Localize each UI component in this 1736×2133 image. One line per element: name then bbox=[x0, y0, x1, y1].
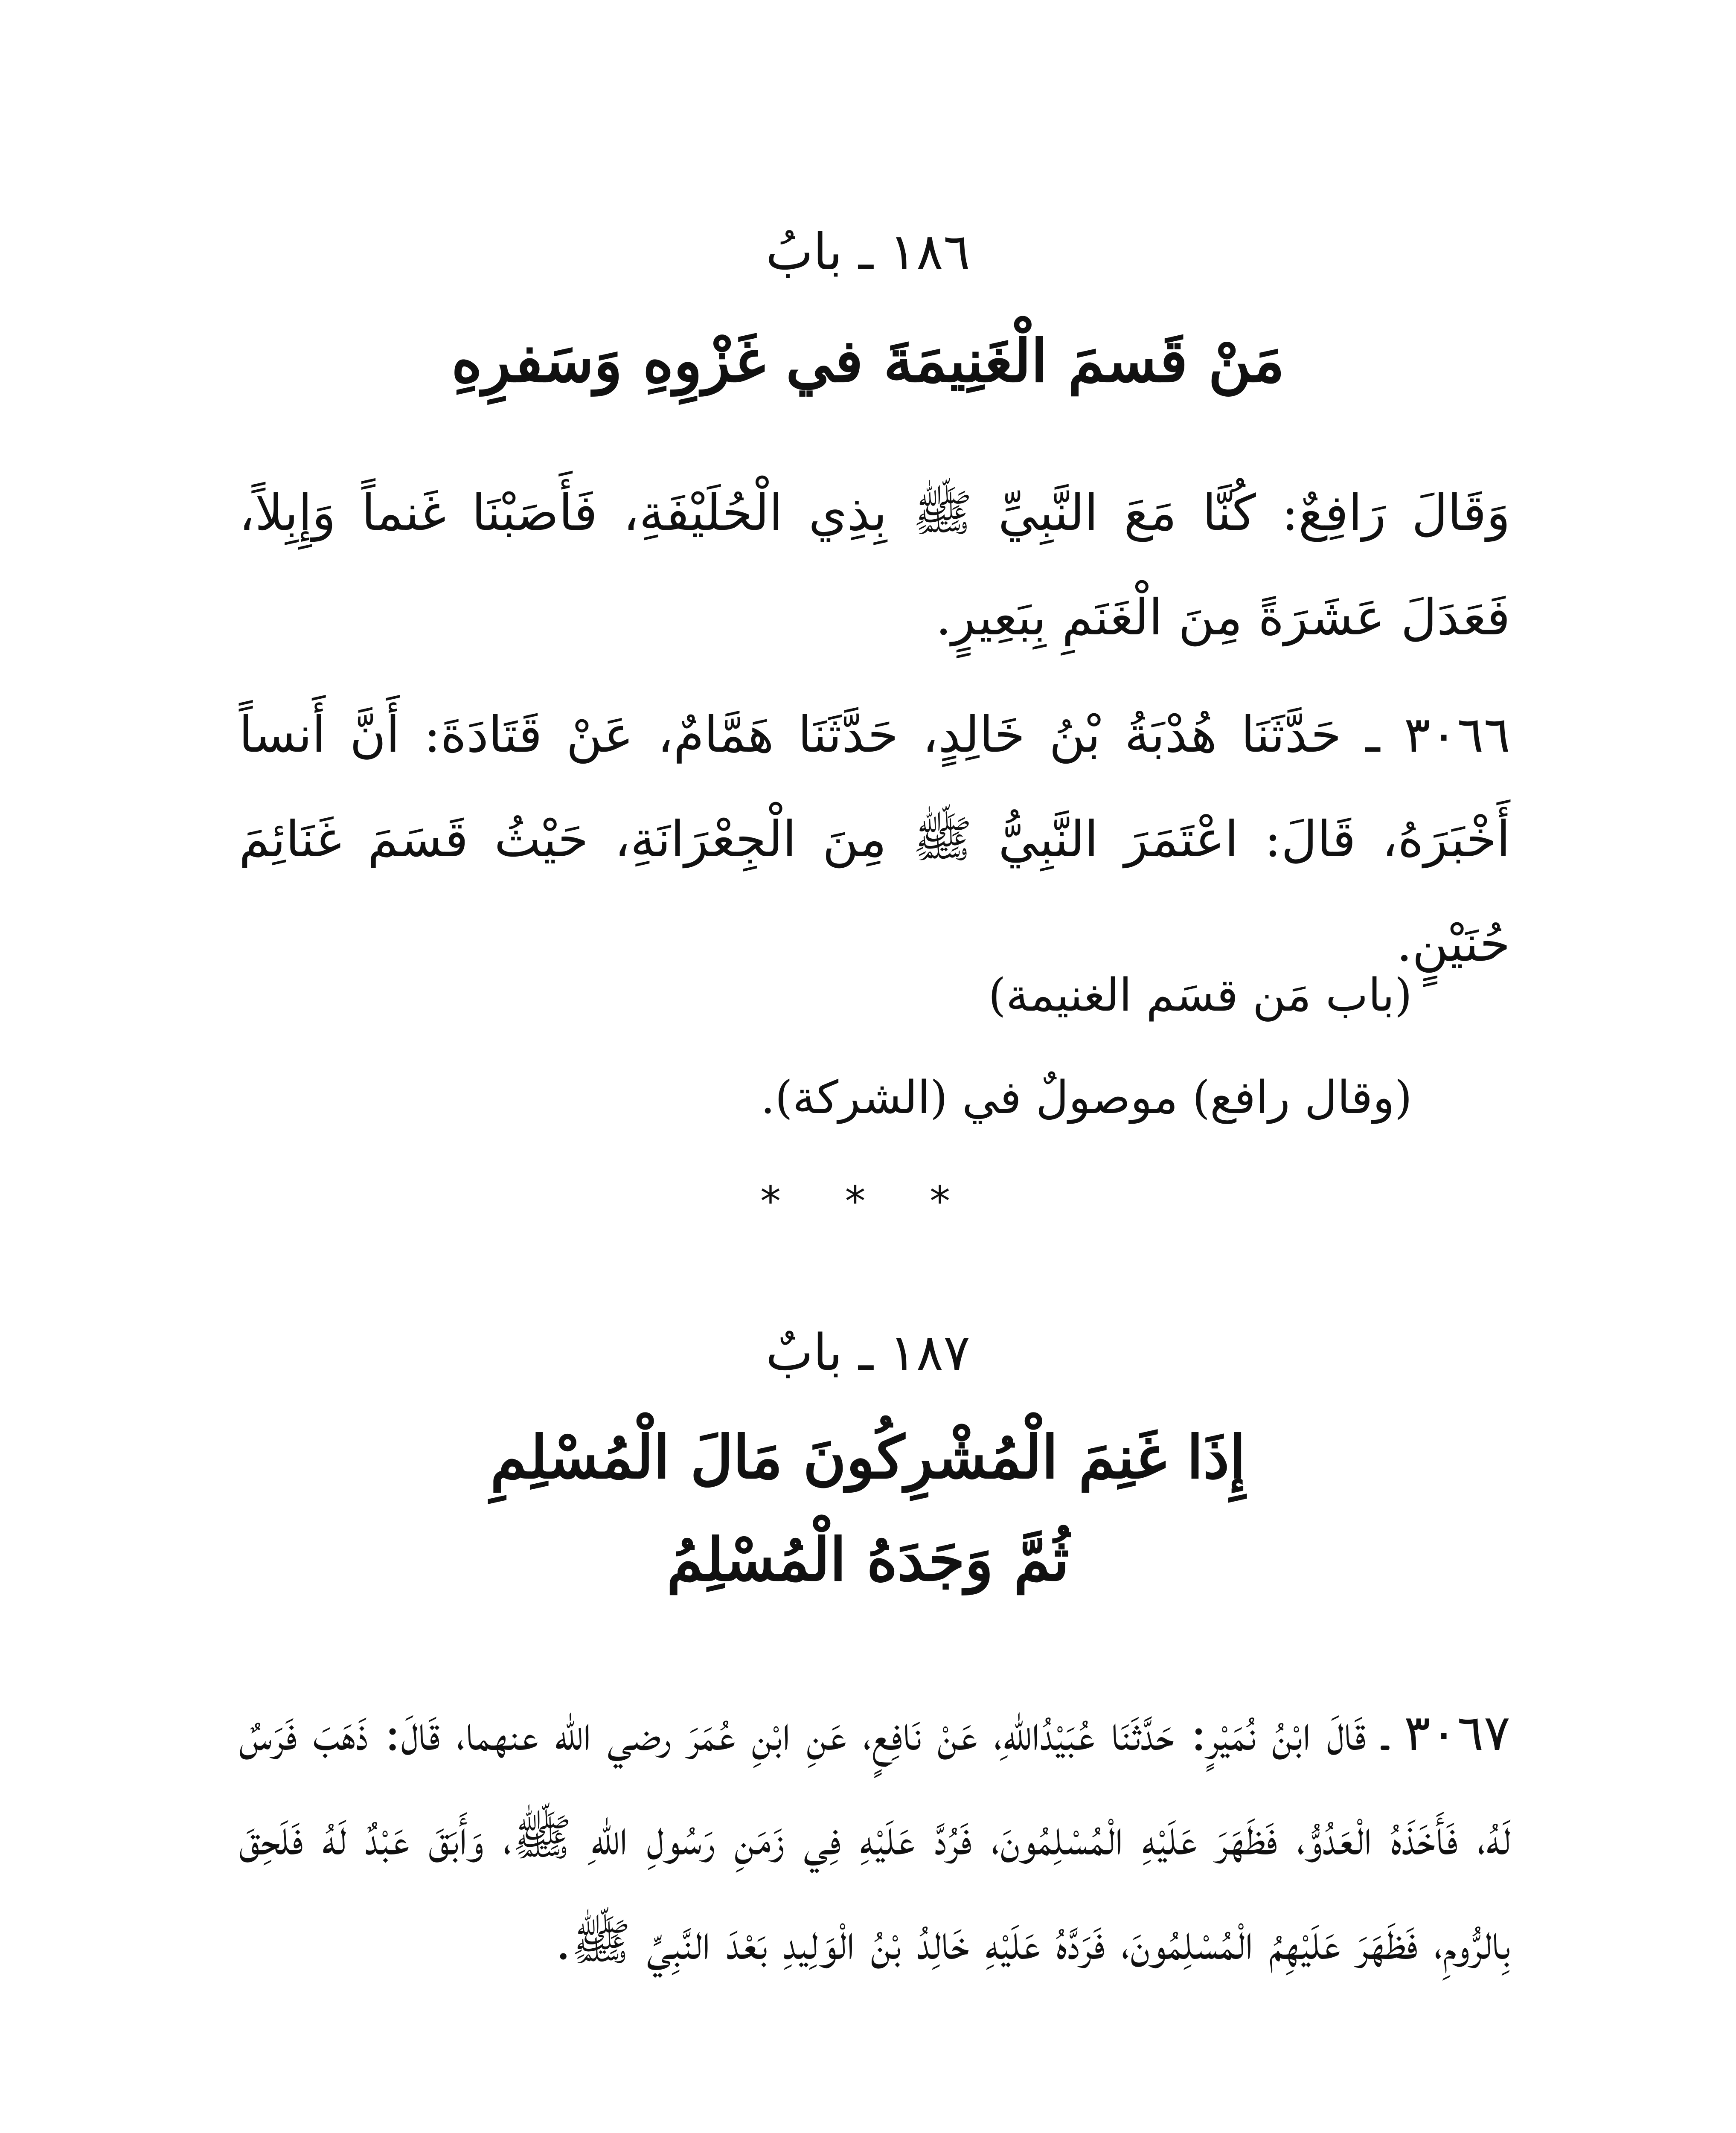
chapter-187-title-line-2: ثُمَّ وَجَدَهُ الْمُسْلِمُ bbox=[666, 1525, 1070, 1594]
hadith-3067: ٣٠٦٧ ـ قَالَ ابْنُ نُمَيْرٍ: حَدَّثَنَا عُبَيْدُاللهِ، عَنْ نَافِعٍ، عَنِ ابْنِ عُمَرَ رضي الله عنهما، قَالَ: ذَهَبَ فَرَسٌ لَهُ، فَأَخَذَهُ الْعَدُوُّ، فَظَهَرَ عَلَيْهِ الْمُسْلِمُونَ، فَرُدَّ عَلَيْهِ فِي زَمَنِ رَسُولِ اللهِ ﷺ، وَأَبَقَ عَبْدٌ لَهُ فَلَحِقَ بِالرُّومِ، فَظَهَرَ عَلَيْهِمُ الْمُسْلِمُونَ، فَرَدَّهُ عَلَيْهِ خَالِدُ بْنُ الْوَلِيدِ بَعْدَ النَّبِيِّ ﷺ. bbox=[239, 1704, 1510, 1971]
chapter-186-number: ١٨٦ ـ بابُ bbox=[765, 222, 971, 281]
chapter-187-number: ١٨٧ ـ بابٌ bbox=[765, 1323, 971, 1382]
chapter-186-title: مَنْ قَسمَ الْغَنِيمَةَ في غَزْوِهِ وَسَفرِهِ bbox=[451, 326, 1285, 395]
commentary-note-1: (باب مَن قسَم الغنيمة) bbox=[988, 969, 1412, 1021]
hadith-3068 bbox=[239, 2120, 1510, 2133]
hadith-3066: ٣٠٦٦ ـ حَدَّثَنَا هُدْبَةُ بْنُ خَالِدٍ، حَدَّثَنَا هَمَّامٌ، عَنْ قَتَادَةَ: أَنَّ أَنساً أَخْبَرَهُ، قَالَ: اعْتَمَرَ النَّبِيُّ ﷺ مِنَ الْجِعْرَانَةِ، حَيْثُ قَسَمَ غَنَائِمَ حُنَيْنٍ. bbox=[239, 706, 1510, 973]
section-separator: * * * bbox=[760, 1177, 976, 1225]
chapter-187-title-line-1: إِذَا غَنِمَ الْمُشْرِكُونَ مَالَ الْمُسْلِمِ bbox=[490, 1422, 1246, 1492]
commentary-note-2: (وقال رافع) موصولٌ في (الشركة). bbox=[760, 1071, 1412, 1124]
chapter-186-paragraph: وَقَالَ رَافِعٌ: كُنَّا مَعَ النَّبِيِّ ﷺ بِذِي الْحُلَيْفَةِ، فَأَصَبْنَا غَنماً وَإِبِلاً، فَعَدَلَ عَشَرَةً مِنَ الْغَنَمِ بِبَعِيرٍ. bbox=[239, 484, 1510, 646]
